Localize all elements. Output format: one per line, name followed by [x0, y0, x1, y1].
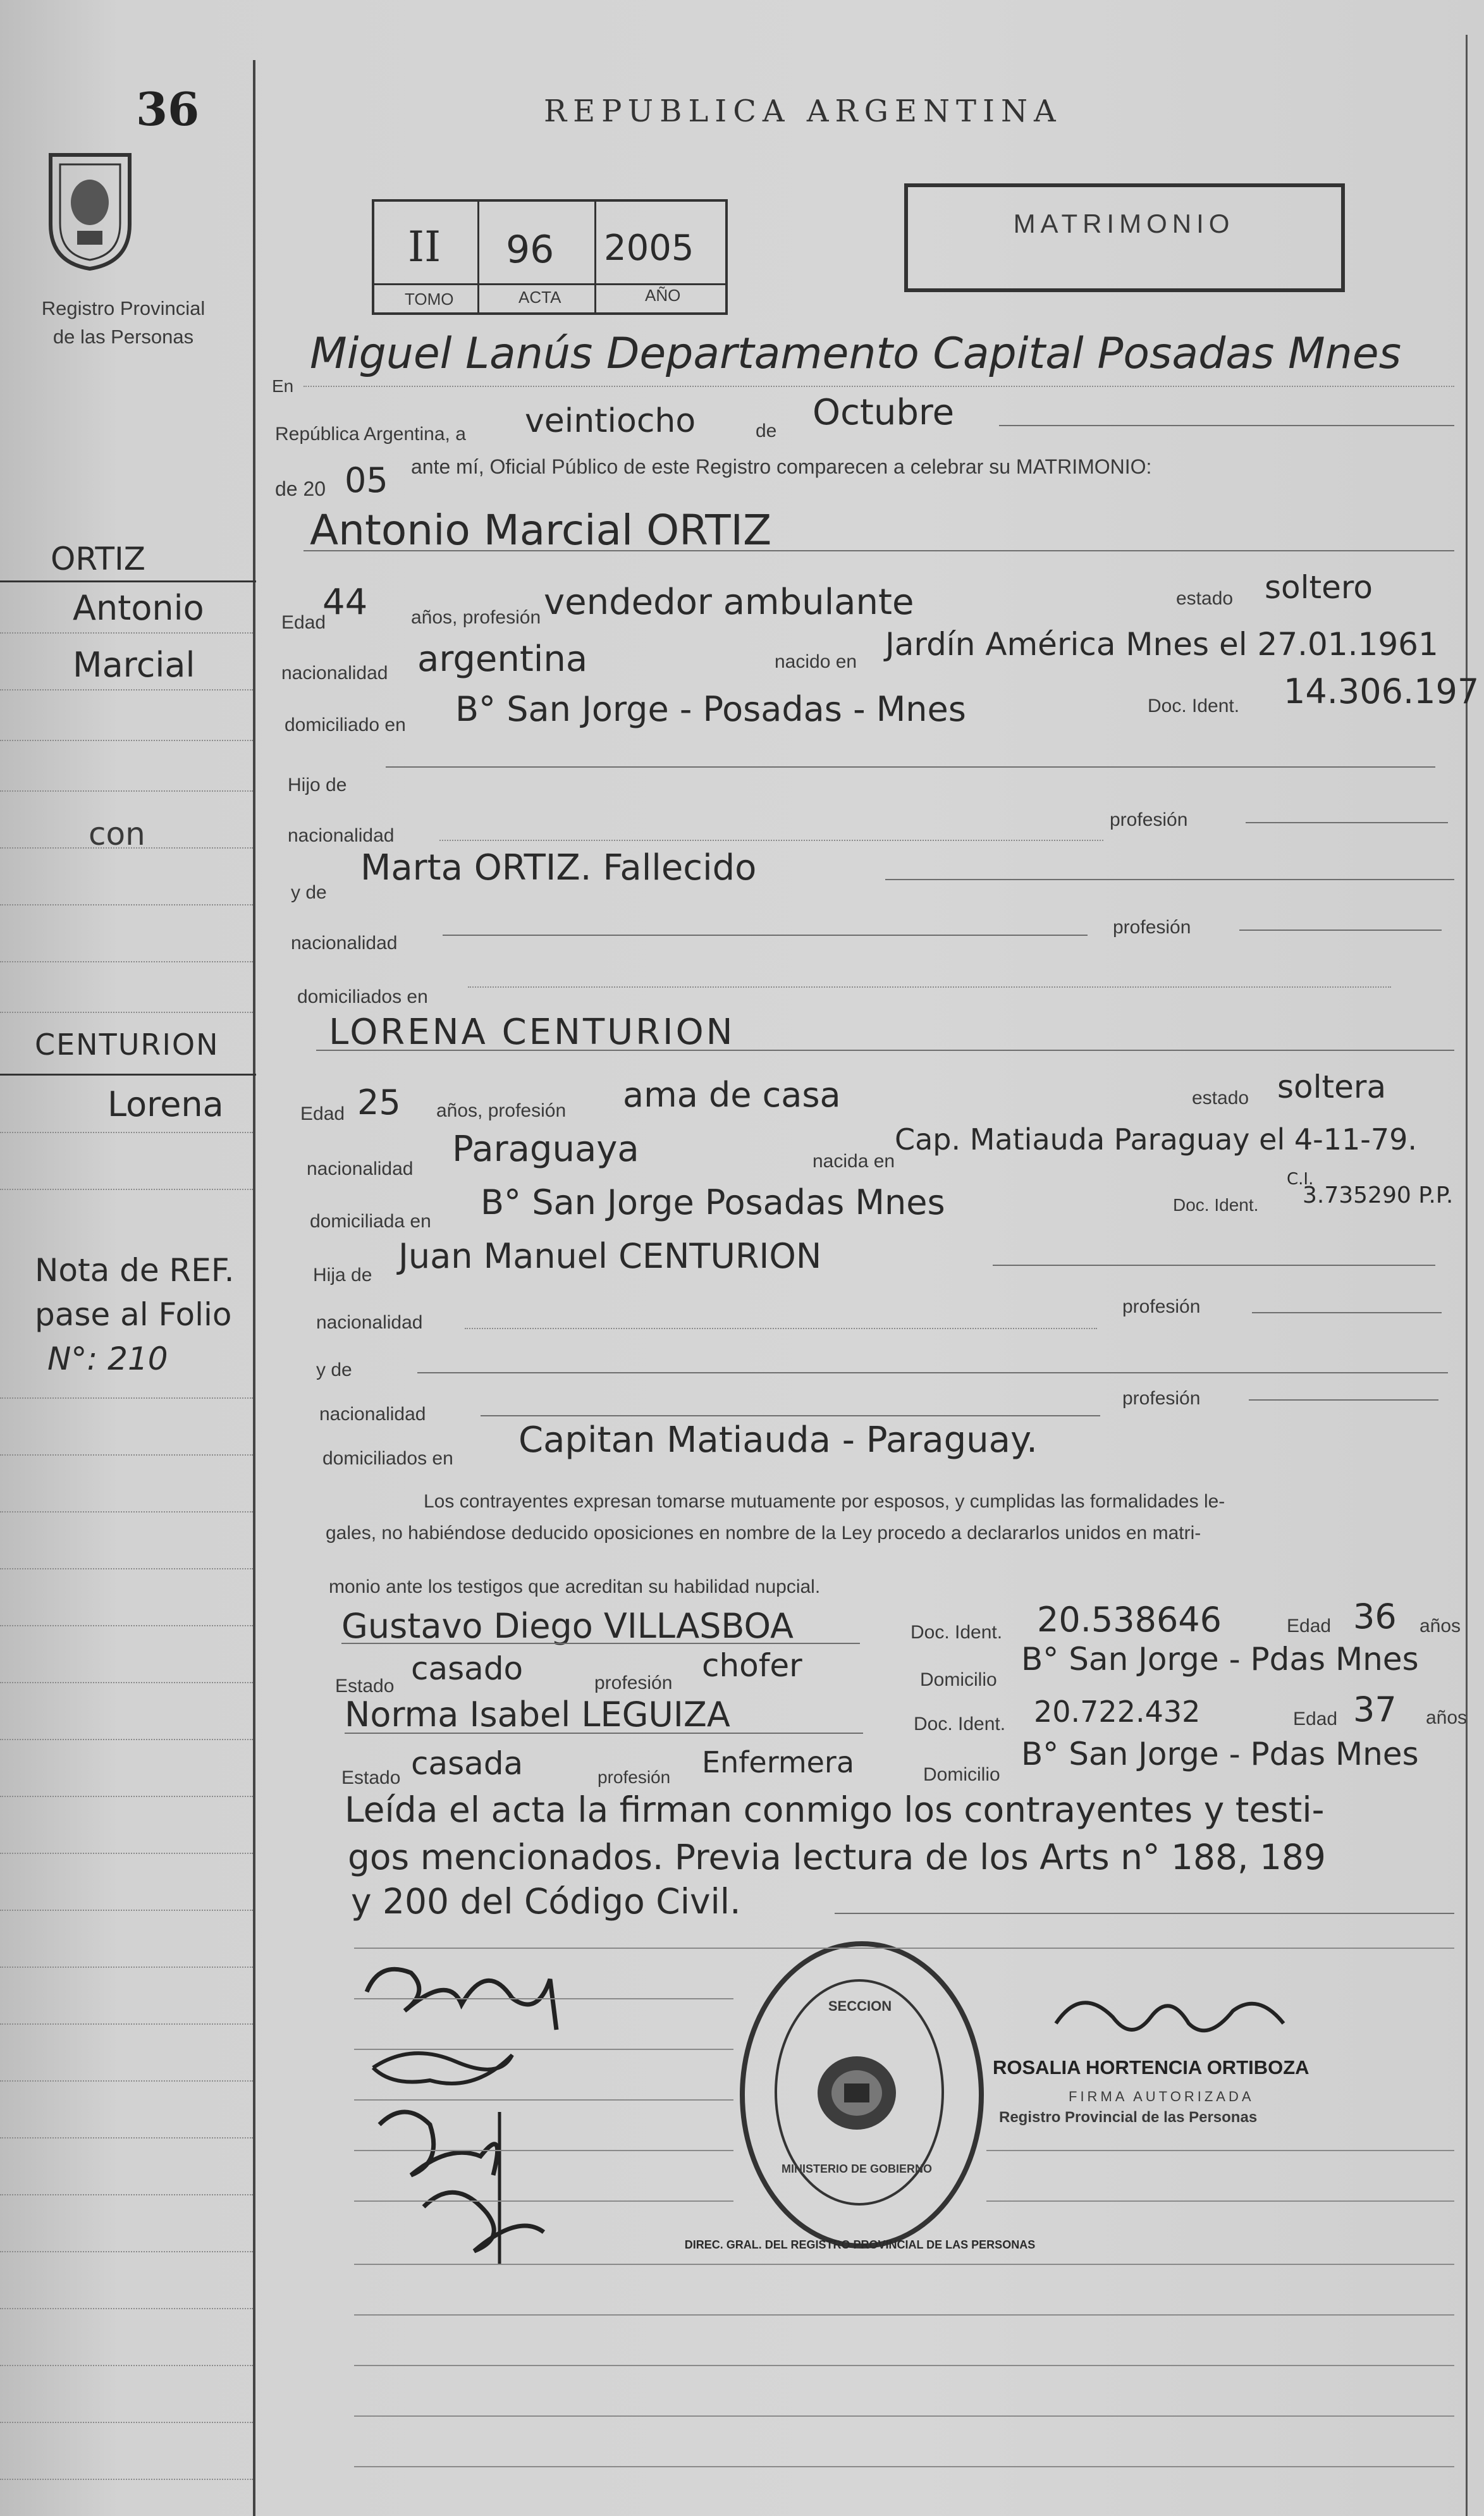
witness1-edad-label: Edad	[1287, 1616, 1332, 1636]
witness2-domicile: B° San Jorge - Pdas Mnes	[1021, 1736, 1419, 1772]
bride-doc-label: Doc. Ident.	[1173, 1195, 1259, 1215]
bride-nacionalidad-label: nacionalidad	[307, 1158, 414, 1179]
seal-emblem-icon	[809, 2049, 904, 2137]
bride-profession: ama de casa	[623, 1075, 841, 1115]
bride-mother-nat-label: nacionalidad	[319, 1404, 426, 1425]
groom-mother: Marta ORTIZ. Fallecido	[360, 847, 757, 888]
witness2-domicilio-label: Domicilio	[923, 1764, 1000, 1785]
groom-estado-label: estado	[1176, 588, 1234, 609]
margin-note-line3: N°: 210	[47, 1341, 168, 1377]
witness2-estado-label: Estado	[341, 1767, 401, 1788]
groom-age: 44	[322, 582, 368, 623]
bride-birthplace: Cap. Matiauda Paraguay el 4-11-79.	[895, 1122, 1418, 1157]
groom-doc-label: Doc. Ident.	[1148, 696, 1240, 716]
margin-note-line1: Nota de REF.	[35, 1252, 235, 1289]
groom-domicilio-label: domiciliado en	[285, 715, 406, 735]
closing-line1: Leída el acta la firman conmigo los contrayentes y testi-	[345, 1789, 1325, 1830]
official-name: ROSALIA HORTENCIA ORTIBOZA	[993, 2056, 1309, 2078]
witness2-doc-label: Doc. Ident.	[914, 1714, 1006, 1734]
bride-doc-prefix: C.I.	[1287, 1170, 1314, 1189]
bride-nacida-label: nacida en	[813, 1151, 895, 1172]
bride-edad-label: Edad	[300, 1103, 345, 1124]
witness1-domicilio-label: Domicilio	[920, 1669, 997, 1690]
witness2-age: 37	[1353, 1690, 1397, 1729]
groom-mother-prof-label: profesión	[1113, 917, 1191, 938]
witness1-domicile: B° San Jorge - Pdas Mnes	[1021, 1641, 1419, 1678]
witness1-age: 36	[1353, 1597, 1397, 1636]
closing-line3: y 200 del Código Civil.	[351, 1881, 741, 1922]
groom-nacionalidad-label: nacionalidad	[281, 663, 388, 684]
witness2-edad-label: Edad	[1293, 1709, 1338, 1729]
groom-mother-nat-label: nacionalidad	[291, 933, 398, 954]
page-number: 36	[136, 82, 200, 136]
year-suffix: 05	[345, 460, 388, 500]
groom-birthplace: Jardín América Mnes el 27.01.1961	[885, 626, 1438, 663]
seal-inner-text: SECCION	[828, 1998, 892, 2014]
republica-label: República Argentina, a	[275, 424, 466, 445]
witness2-estado: casada	[411, 1745, 524, 1782]
declaration-line1: Los contrayentes expresan tomarse mutuamente por esposos, y cumplidas las formalidades le-	[424, 1491, 1225, 1512]
witness1-profesion-label: profesión	[594, 1672, 673, 1693]
bride-full-name: LORENA CENTURION	[329, 1012, 735, 1053]
witness1-name: Gustavo Diego VILLASBOA	[341, 1606, 794, 1646]
witness1-estado-label: Estado	[335, 1676, 395, 1697]
day-value: veintiocho	[525, 402, 696, 440]
de-label: de	[756, 420, 777, 441]
margin-groom-name1: Antonio	[73, 588, 204, 628]
statement-text: ante mí, Oficial Público de este Registro comparecen a celebrar su MATRIMONIO:	[411, 455, 1152, 478]
groom-nacido-label: nacido en	[775, 651, 857, 672]
witness2-doc: 20.722.432	[1034, 1695, 1201, 1729]
bride-doc: 3.735290 P.P.	[1303, 1182, 1454, 1208]
witness1-anos-label: años	[1420, 1616, 1461, 1636]
groom-doc: 14.306.197	[1284, 672, 1480, 711]
margin-bride-name: Lorena	[107, 1084, 224, 1124]
witness1-doc: 20.538646	[1037, 1600, 1222, 1640]
margin-groom-surname: ORTIZ	[51, 541, 145, 577]
groom-yde-label: y de	[291, 882, 327, 903]
tomo-value: II	[408, 223, 441, 271]
right-edge-line	[1466, 35, 1468, 2516]
margin-bride-surname: CENTURION	[35, 1028, 219, 1062]
seal-text: DIREC. GRAL. DEL REGISTRO PROVINCIAL DE LAS PERSONAS	[684, 2238, 1036, 2251]
tomo-label: TOMO	[405, 290, 454, 309]
groom-hijo-label: Hijo de	[288, 775, 347, 795]
groom-nationality: argentina	[417, 639, 588, 680]
bride-father: Juan Manuel CENTURION	[398, 1236, 822, 1276]
bride-profesion-label: años, profesión	[436, 1100, 567, 1121]
en-label: En	[272, 376, 294, 396]
official-office: Registro Provincial de las Personas	[999, 2109, 1258, 2126]
registry-name-line1: Registro Provincial	[41, 297, 205, 319]
groom-edad-label: Edad	[281, 612, 326, 633]
bride-yde-label: y de	[316, 1359, 352, 1380]
acta-label: ACTA	[518, 288, 561, 307]
bride-domicile: B° San Jorge Posadas Mnes	[481, 1182, 945, 1222]
bride-estado-label: estado	[1192, 1088, 1249, 1108]
witness2-profesion-label: profesión	[598, 1767, 671, 1787]
month-value: Octubre	[813, 392, 955, 433]
declaration-line2: gales, no habiéndose deducido oposiciones en nombre de la Ley procedo a declararlos unidos en matri-	[326, 1523, 1201, 1543]
closing-line2: gos mencionados. Previa lectura de los Arts n° 188, 189	[348, 1837, 1326, 1877]
bride-father-prof-label: profesión	[1122, 1296, 1201, 1317]
seal-ministry-text: MINISTERIO DE GOBIERNO	[781, 2163, 933, 2175]
official-title: FIRMA AUTORIZADA	[1069, 2089, 1254, 2104]
bride-mother-prof-label: profesión	[1122, 1388, 1201, 1409]
groom-full-name: Antonio Marcial ORTIZ	[310, 506, 772, 555]
witness2-name: Norma Isabel LEGUIZA	[345, 1695, 730, 1734]
bride-parents-dom-label: domiciliados en	[322, 1448, 453, 1469]
groom-estado: soltero	[1265, 569, 1373, 606]
witness2-anos-label: años	[1426, 1707, 1468, 1728]
groom-profession: vendedor ambulante	[544, 582, 914, 623]
bride-father-nat-label: nacionalidad	[316, 1312, 423, 1333]
witness1-profession: chofer	[702, 1647, 802, 1684]
bride-age: 25	[357, 1083, 401, 1122]
witness2-profession: Enfermera	[702, 1745, 855, 1779]
witness1-doc-label: Doc. Ident.	[911, 1622, 1003, 1643]
act-type-label: MATRIMONIO	[1013, 209, 1235, 238]
bride-hija-label: Hija de	[313, 1265, 372, 1286]
bride-estado: soltera	[1277, 1069, 1387, 1105]
groom-domicile: B° San Jorge - Posadas - Mnes	[455, 689, 966, 729]
ano-value: 2005	[604, 228, 694, 269]
place-value: Miguel Lanús Departamento Capital Posadas Mnes	[310, 329, 1401, 379]
ano-label: AÑO	[645, 286, 681, 305]
registry-name-line2: de las Personas	[52, 326, 194, 348]
groom-father-nat-label: nacionalidad	[288, 825, 395, 846]
acta-value: 96	[506, 228, 555, 272]
official-signature-icon	[1043, 1979, 1309, 2055]
country-title: REPUBLICA ARGENTINA	[544, 94, 1062, 129]
groom-parents-dom-label: domiciliados en	[297, 986, 428, 1007]
con-margin: con	[89, 816, 145, 852]
bride-domicilio-label: domiciliada en	[310, 1211, 431, 1232]
registry-emblem-icon	[44, 142, 136, 272]
bride-nationality: Paraguaya	[452, 1129, 639, 1170]
margin-divider	[253, 60, 255, 2516]
year-prefix: de 20	[275, 477, 326, 500]
declaration-line3: monio ante los testigos que acreditan su habilidad nupcial.	[329, 1576, 821, 1597]
bride-parents-domicile: Capitan Matiauda - Paraguay.	[518, 1420, 1038, 1461]
margin-groom-name2: Marcial	[73, 645, 195, 685]
groom-father-prof-label: profesión	[1110, 809, 1188, 830]
witness1-estado: casado	[411, 1650, 524, 1687]
groom-profesion-label: años, profesión	[411, 607, 541, 628]
margin-note-line2: pase al Folio	[35, 1296, 232, 1333]
